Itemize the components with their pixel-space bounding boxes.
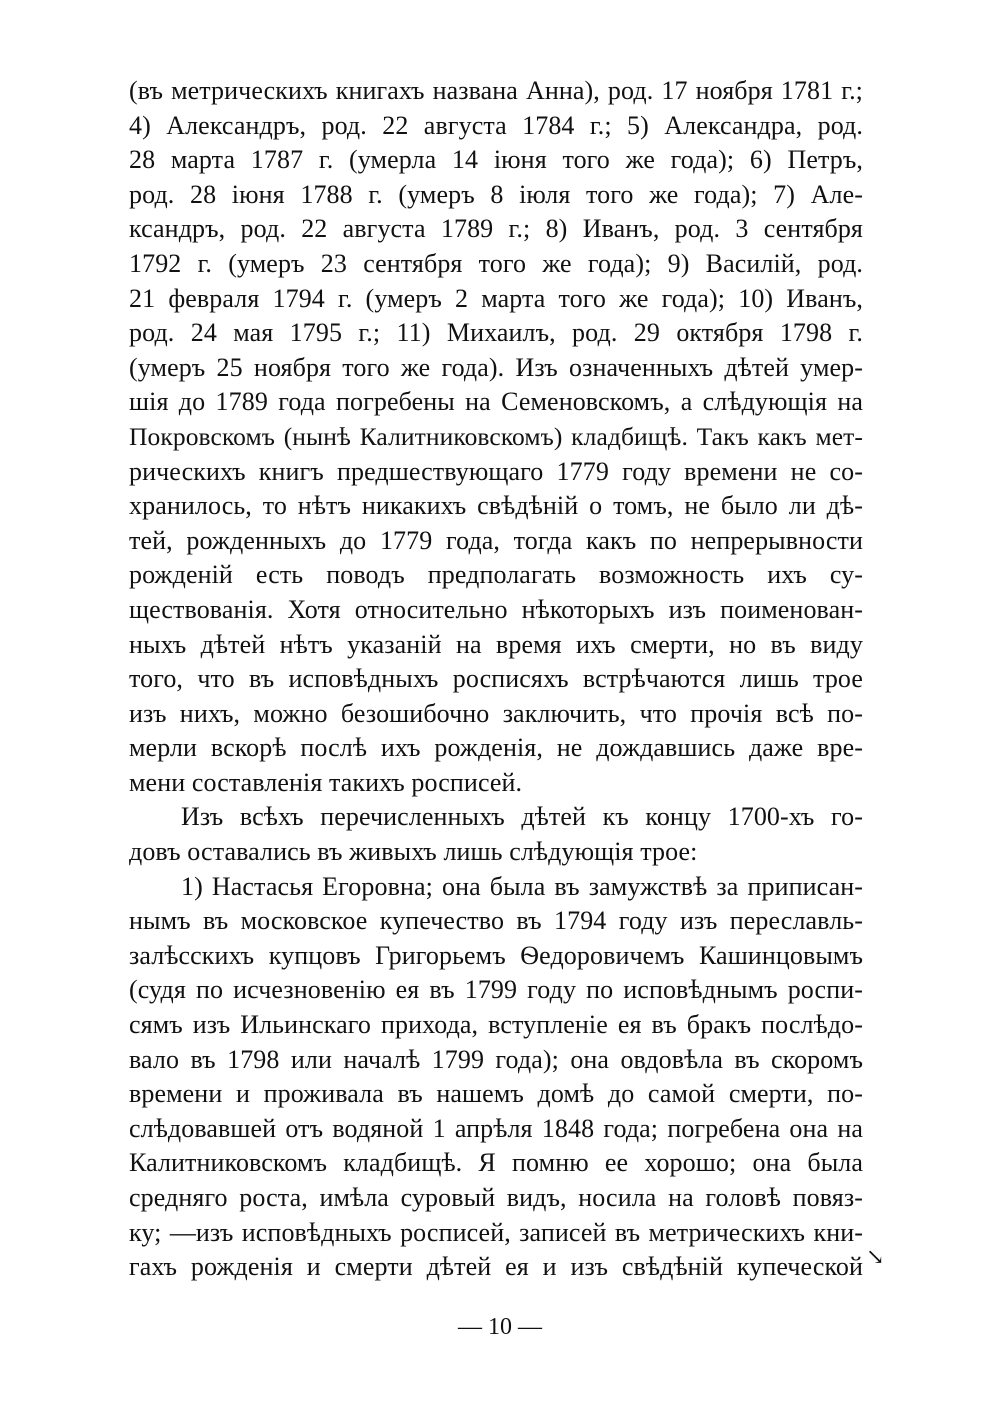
text-line: 21 февраля 1794 г. (умеръ 2 марта того же года); 10) Иванъ, — [129, 283, 863, 313]
text-line: род. 24 мая 1795 г.; 11) Михаилъ, род. 29 октября 1798 г. — [129, 318, 863, 348]
text-line: довъ оставались въ живыхъ лишь слѣдующія трое: — [129, 837, 698, 867]
text-line: вало въ 1798 или началѣ 1799 года); она овдовѣла въ скоромъ — [129, 1044, 863, 1074]
text-line: род. 28 іюня 1788 г. (умеръ 8 іюля того же года); 7) Але- — [129, 179, 863, 209]
text-line: ныхъ дѣтей нѣтъ указаній на время ихъ смерти, но въ виду — [129, 629, 863, 659]
text-line: рическихъ книгъ предшествующаго 1779 году времени не со- — [129, 456, 863, 486]
text-line: рожденій есть поводъ предполагать возможность ихъ су- — [129, 560, 863, 590]
text-line: Покровскомъ (нынѣ Калитниковскомъ) кладбищѣ. Такъ какъ мет- — [129, 421, 863, 451]
page-number: — 10 — — [458, 1314, 542, 1340]
text-line: изъ нихъ, можно безошибочно заключить, что прочія всѣ по- — [129, 698, 863, 728]
text-line: хранилось, то нѣтъ никакихъ свѣдѣній о томъ, не было ли дѣ- — [129, 491, 863, 521]
text-line: (умеръ 25 ноября того же года). Изъ означенныхъ дѣтей умер- — [129, 352, 863, 382]
text-line: Изъ всѣхъ перечисленныхъ дѣтей къ концу 1700-хъ го- — [181, 802, 863, 832]
text-line: тей, рожденныхъ до 1779 года, тогда какъ по непрерывности — [129, 525, 863, 555]
body-text — [129, 74, 863, 1285]
text-line: ществованія. Хотя относительно нѣкоторыхъ изъ поименован- — [129, 594, 863, 624]
text-line: залѣсскихъ купцовъ Григорьемъ Ѳедоровичемъ Кашинцовымъ — [129, 940, 863, 970]
text-line: времени и проживала въ нашемъ домѣ до самой смерти, по- — [129, 1079, 863, 1109]
text-line: 1) Настасья Егоровна; она была въ замужствѣ за приписан- — [181, 871, 863, 901]
text-line: мени составленія такихъ росписей. — [129, 767, 523, 797]
text-line: ку; —изъ исповѣдныхъ росписей, записей въ метрическихъ кни- — [129, 1217, 863, 1247]
text-line: (судя по исчезновенію ея въ 1799 году по исповѣднымъ роспи- — [129, 975, 863, 1005]
text-line: мерли вскорѣ послѣ ихъ рожденія, не дождавшись даже вре- — [129, 733, 863, 763]
text-line: сямъ изъ Ильинскаго прихода, вступленіе ея въ бракъ послѣдо- — [129, 1010, 863, 1040]
text-line: 28 марта 1787 г. (умерла 14 іюня того же года); 6) Петръ, — [129, 145, 863, 175]
text-line: шія до 1789 года погребены на Семеновскомъ, а слѣдующія на — [129, 387, 863, 417]
text-line: (въ метрическихъ книгахъ названа Анна), род. 17 ноября 1781 г.; — [129, 76, 863, 105]
text-line: нымъ въ московское купечество въ 1794 году изъ переславль- — [129, 906, 863, 936]
text-line: средняго роста, имѣла суровый видъ, носила на головѣ повяз- — [129, 1183, 863, 1212]
text-line: слѣдовавшей отъ водяной 1 апрѣля 1848 года; погребена она на — [129, 1113, 863, 1143]
text-line: гахъ рожденія и смерти дѣтей ея и изъ свѣдѣній купеческой — [129, 1252, 863, 1282]
text-line: того, что въ исповѣдныхъ росписяхъ встрѣчаются лишь трое — [129, 664, 863, 694]
text-line: 4) Александръ, род. 22 августа 1784 г.; 5) Александра, род. — [129, 110, 863, 140]
ink-mark: ↘ — [866, 1244, 885, 1269]
text-line: Калитниковскомъ кладбищѣ. Я помню ее хорошо; она была — [129, 1148, 863, 1178]
text-line: ксандръ, род. 22 августа 1789 г.; 8) Иванъ, род. 3 сентября — [129, 214, 863, 244]
text-line: 1792 г. (умеръ 23 сентября того же года); 9) Василій, род. — [129, 248, 863, 278]
